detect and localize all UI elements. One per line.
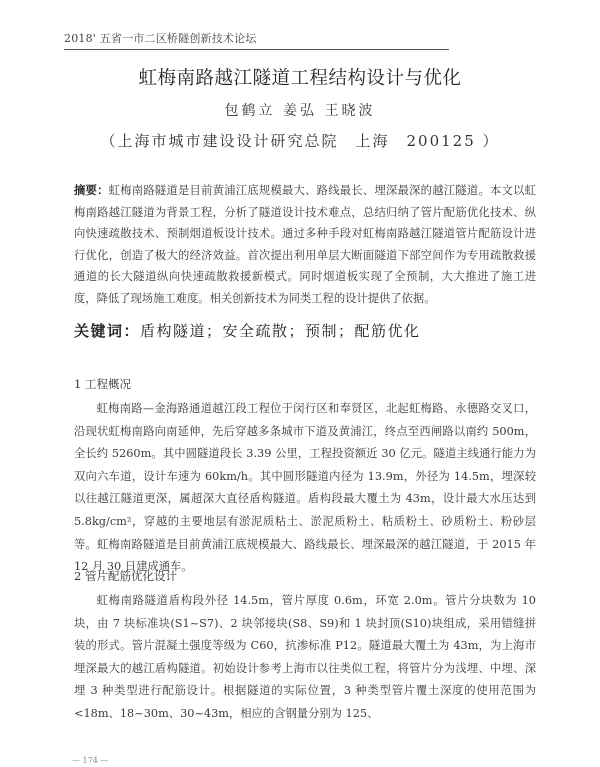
abstract-text: 虹梅南路隧道是目前黄浦江底规模最大、路线最长、埋深最深的越江隧道。本文以虹梅南路越江隧道为背景工程，分析了隧道设计技术难点，总结归纳了管片配筋优化技术、纵向快速疏散技术、预制烟道板设计技术。通过多种手段对虹梅南路越江隧道管片配筋设计进行优化，创造了极大的经济效益。首次提出利用单层大断面隧道下部空间作为专用疏散救援通道的长大隧道纵向快速疏散救援新模式。同时烟道板实现了全预制，大大推进了施工进度，降低了现场施工难度。相关创新技术为同类工程的设计提供了依据。 xyxy=(74,184,536,305)
section-heading-1: 1 工程概况 xyxy=(74,377,131,391)
page-number-value: 174 xyxy=(82,756,98,765)
section-paragraph-1: 虹梅南路—金海路通道越江段工程位于闵行区和奉贤区，北起虹梅路、永德路交叉口，沿现状虹梅南路向南延伸，先后穿越多条城市下道及黄浦江，终点至西闸路以南约 500m，全长约 5260m。其中圆隧道段长 3.39 公里，工程投资额近 30 亿元。隧道主线通行能力为双向六车道，设计车速为 60km/h。其中圆形隧道内径为 13.9m，外径为 14.5m，埋深较以往越江隧道更深，属超深大直径盾构隧道。盾构段最大覆土为 43m，设计最大水压达到 5.8kg/cm²，穿越的主要地层有淤泥质粘土、淤泥质粉土、粘质粉土、砂质粉土、粉砂层等。虹梅南路隧道是目前黄浦江底规模最大、路线最长、埋深最深的越江隧道，于 2015 年 12 月 30 日建成通车。 xyxy=(74,402,536,574)
page-number: — 174 — xyxy=(72,756,109,765)
abstract xyxy=(74,180,536,310)
paper-title: 虹梅南路越江隧道工程结构设计与优化 xyxy=(138,68,462,89)
keywords-label: 关键词： xyxy=(74,322,141,340)
section-paragraph-2: 虹梅南路隧道盾构段外径 14.5m，管片厚度 0.6m，环宽 2.0m。管片分块数为 10 块，由 7 块标准块(S1~S7)、2 块邻接块(S8、S9)和 1 块封顶(S10)块组成，采用错缝拼装的形式。管片混凝土强度等级为 C60，抗渗标准 P12。隧道最大覆土为 43m，为上海市埋深最大的越江盾构隧道。初始设计参考上海市以往类似工程，将管片分为浅埋、中埋、深埋 3 种类型进行配筋设计。根据隧道的实际位置，3 种类型管片覆土深度的使用范围为<18m、18~30m、30~43m，相应的含钢量分别为 125、 xyxy=(74,594,536,720)
abstract-label: 摘要： xyxy=(74,183,109,197)
affiliation: （上海市城市建设设计研究总院 上海 200125 ） xyxy=(100,132,500,150)
keywords-text: 盾构隧道；安全疏散；预制；配筋优化 xyxy=(140,322,421,340)
keywords xyxy=(74,320,544,341)
section-heading-2: 2 管片配筋优化设计 xyxy=(74,569,177,583)
authors: 包鹤立 姜弘 王晓波 xyxy=(224,103,376,119)
running-header: 2018' 五省一市二区桥隧创新技术论坛 xyxy=(64,30,449,50)
